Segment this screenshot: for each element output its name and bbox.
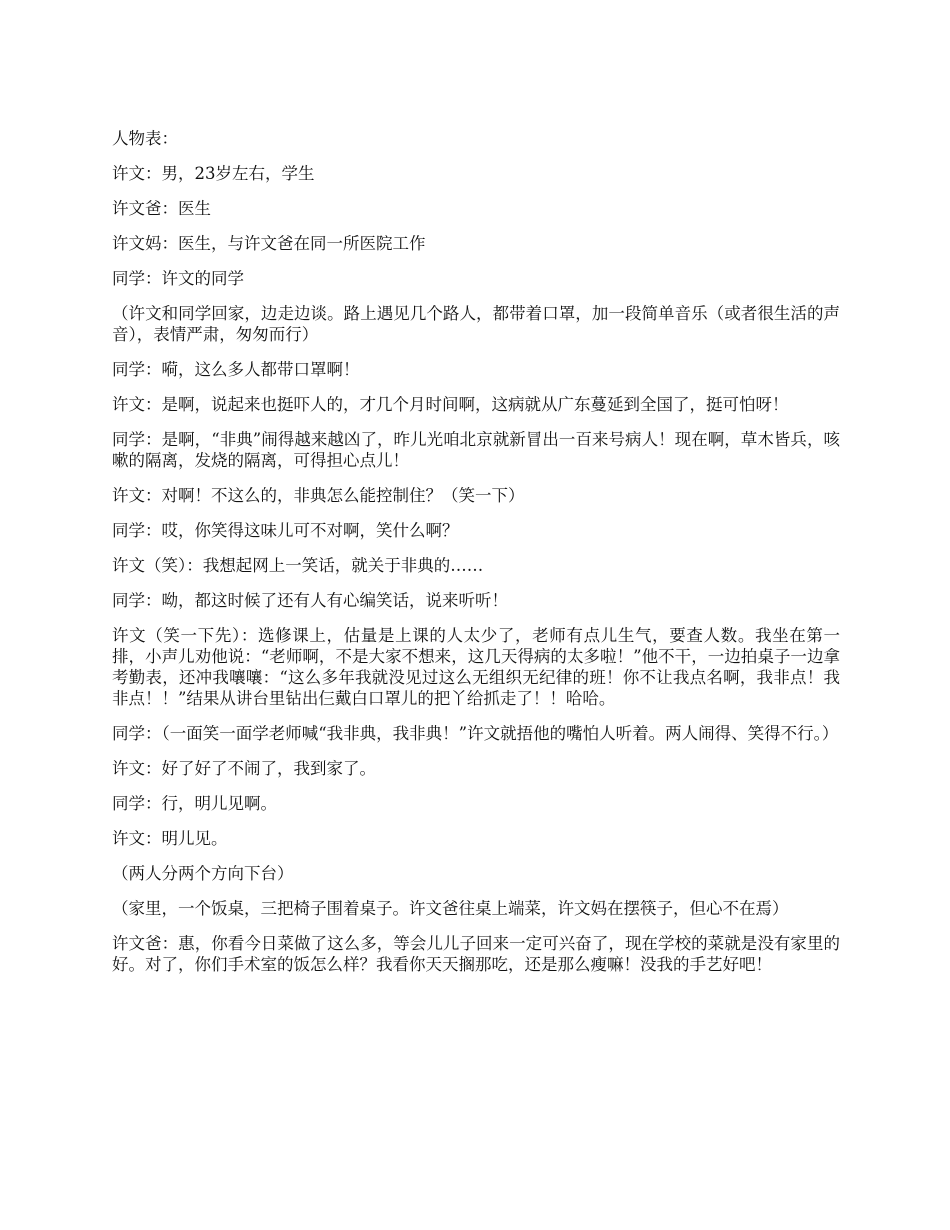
paragraph: 许文：男，23岁左右，学生 bbox=[112, 164, 315, 183]
paragraph: 人物表： bbox=[112, 129, 178, 148]
paragraph: 同学：（一面笑一面学老师喊“我非典，我非典！”许文就捂他的嘴怕人听着。两人闹得、笑得不行。） bbox=[112, 724, 839, 743]
paragraph: 同学：是啊，“非典”闹得越来越凶了，昨儿光咱北京就新冒出一百来号病人！现在啊，草木皆兵，咳嗽的隔离，发烧的隔离，可得担心点儿！ bbox=[112, 430, 840, 470]
paragraph: 同学：许文的同学 bbox=[112, 269, 244, 288]
paragraph: 许文妈：医生，与许文爸在同一所医院工作 bbox=[112, 234, 426, 253]
paragraph: 同学：嗬，这么多人都带口罩啊！ bbox=[112, 360, 360, 379]
script-text bbox=[112, 128, 840, 989]
paragraph: 许文爸：医生 bbox=[112, 199, 211, 218]
paragraph: （两人分两个方向下台） bbox=[112, 864, 294, 883]
paragraph: 许文爸：惠，你看今日菜做了这么多，等会儿儿子回来一定可兴奋了，现在学校的菜就是没有家里的好。对了，你们手术室的饭怎么样？我看你天天搁那吃，还是那么瘦嘛！没我的手艺好吧！ bbox=[112, 934, 840, 974]
paragraph: 许文：是啊，说起来也挺吓人的，才几个月时间啊，这病就从广东蔓延到全国了，挺可怕呀！ bbox=[112, 395, 789, 414]
paragraph: 同学：哎，你笑得这味儿可不对啊，笑什么啊？ bbox=[112, 521, 459, 540]
paragraph: 许文（笑）：我想起网上一笑话，就关于非典的…… bbox=[112, 556, 484, 575]
paragraph: 同学：呦，都这时候了还有人有心编笑话，说来听听！ bbox=[112, 591, 508, 610]
paragraph: 许文（笑一下先）：选修课上，估量是上课的人太少了，老师有点儿生气，要查人数。我坐在第一排，小声儿劝他说：“老师啊，不是大家不想来，这几天得病的太多啦！”他不干，一边拍桌子一边拿考勤表，还冲我嚷嚷：“这么多年我就没见过这么无组织无纪律的班！你不让我点名啊，我非点！我非点！！”结果从讲台里钻出仨戴白口罩儿的把丫给抓走了！！哈哈。 bbox=[112, 626, 840, 708]
paragraph: 同学：行，明儿见啊。 bbox=[112, 794, 277, 813]
paragraph: 许文：对啊！不这么的，非典怎么能控制住？（笑一下） bbox=[112, 486, 525, 505]
paragraph: 许文：明儿见。 bbox=[112, 829, 228, 848]
paragraph: （许文和同学回家，边走边谈。路上遇见几个路人，都带着口罩，加一段简单音乐（或者很生活的声音），表情严肃，匆匆而行） bbox=[112, 304, 840, 344]
paragraph: 许文：好了好了不闹了，我到家了。 bbox=[112, 759, 376, 778]
paragraph: （家里，一个饭桌，三把椅子围着桌子。许文爸往桌上端菜，许文妈在摆筷子，但心不在焉） bbox=[112, 899, 789, 918]
